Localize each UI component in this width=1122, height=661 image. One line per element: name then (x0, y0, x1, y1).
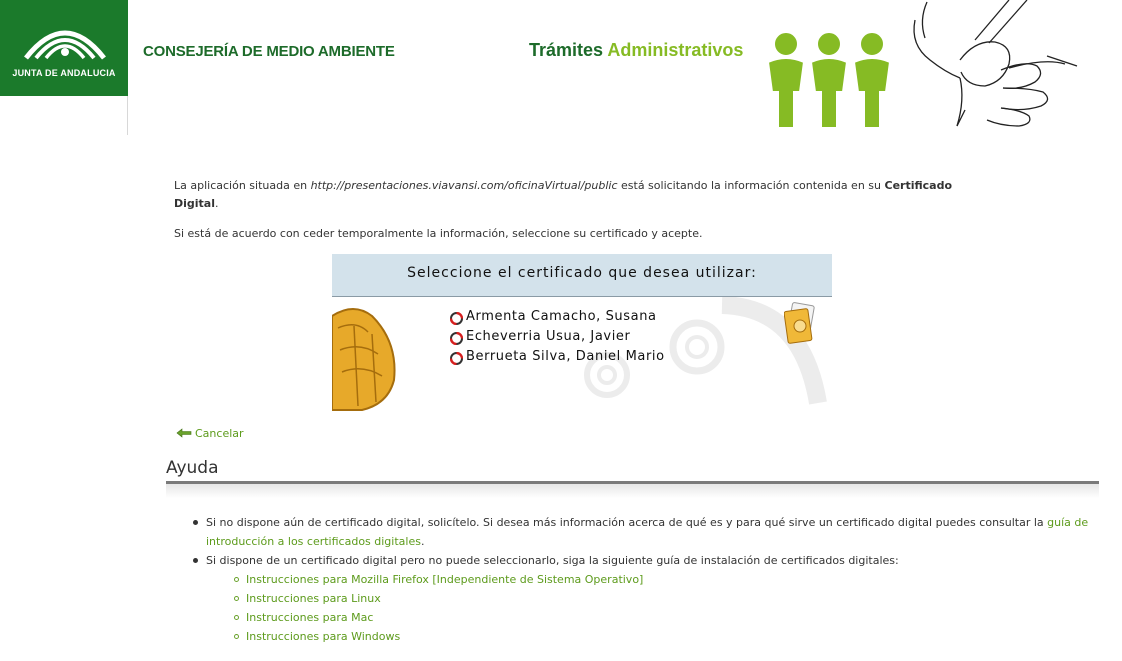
circle-bullet-icon (234, 615, 239, 620)
intro-paragraph (174, 177, 974, 213)
cancel-label: Cancelar (195, 427, 244, 440)
intro-text-end: . (215, 197, 219, 210)
guide-link-part1: guía de (1047, 516, 1089, 529)
windows-instructions-link[interactable]: Instrucciones para Windows (246, 630, 401, 643)
guide-link-part2: introducción a los certificados digitales (206, 535, 421, 548)
bullet-icon (193, 558, 198, 563)
mac-instructions-link[interactable]: Instrucciones para Mac (246, 611, 374, 624)
intro-text-middle: está solicitando la información contenida en su (617, 179, 885, 192)
help-item (206, 513, 1106, 551)
help-item-text: Si no dispone aún de certificado digital, solicítelo. Si desea más información acerca de qué es y para qué sirve un certificado digital puedes consultar la (206, 516, 1048, 529)
circle-bullet-icon (234, 577, 239, 582)
circle-bullet-icon (234, 596, 239, 601)
site-title-part1: Trámites (529, 40, 604, 60)
certificate-name: Armenta Camacho, Susana (466, 309, 657, 324)
certificate-name: Berrueta Silva, Daniel Mario (466, 349, 665, 364)
cancel-link[interactable] (176, 427, 244, 440)
application-url: http://presentaciones.viavansi.com/oficinaVirtual/public (310, 179, 618, 192)
site-title-part2: Administrativos (607, 40, 744, 60)
help-item-end: . (420, 535, 425, 548)
department-name: CONSEJERÍA DE MEDIO AMBIENTE (143, 43, 395, 60)
consent-paragraph: Si está de acuerdo con ceder temporalmente la información, seleccione su certificado y acepte. (174, 227, 703, 240)
certificate-item-icon (450, 332, 463, 345)
intro-bold-certificado: Certificado (884, 179, 953, 192)
intro-bold-digital: Digital (174, 197, 215, 210)
logo-text: JUNTA DE ANDALUCIA (12, 68, 116, 78)
certificate-item-icon (450, 352, 463, 365)
certificate-name: Echeverria Usua, Javier (466, 329, 631, 344)
firefox-instructions-link[interactable]: Instrucciones para Mozilla Firefox [Independiente de Sistema Operativo] (246, 573, 644, 586)
certificate-item-icon (450, 312, 463, 325)
linux-instructions-link[interactable]: Instrucciones para Linux (246, 592, 381, 605)
intro-text-start: La aplicación situada en (174, 179, 311, 192)
help-item: Si dispone de un certificado digital pero no puede seleccionarlo, siga la siguiente guía de instalación de certificados digitales: (206, 554, 899, 567)
certificate-selector-header (332, 254, 832, 297)
help-divider-shadow (166, 484, 1099, 498)
arch-logo-icon (22, 14, 108, 60)
site-title (529, 40, 743, 61)
help-heading: Ayuda (166, 458, 219, 478)
header-divider (127, 96, 128, 135)
people-illustration-icon (760, 28, 900, 132)
certificate-selector (332, 254, 832, 411)
certificate-selector-heading: Seleccione el certificado que desea utilizar: (407, 265, 757, 281)
certificate-card-icon (784, 302, 820, 344)
junta-logo (0, 0, 128, 96)
circle-bullet-icon (234, 634, 239, 639)
smart-card-chip-icon (332, 306, 400, 411)
bullet-icon (193, 520, 198, 525)
back-arrow-icon (176, 428, 192, 438)
hand-signing-icon (905, 0, 1080, 130)
